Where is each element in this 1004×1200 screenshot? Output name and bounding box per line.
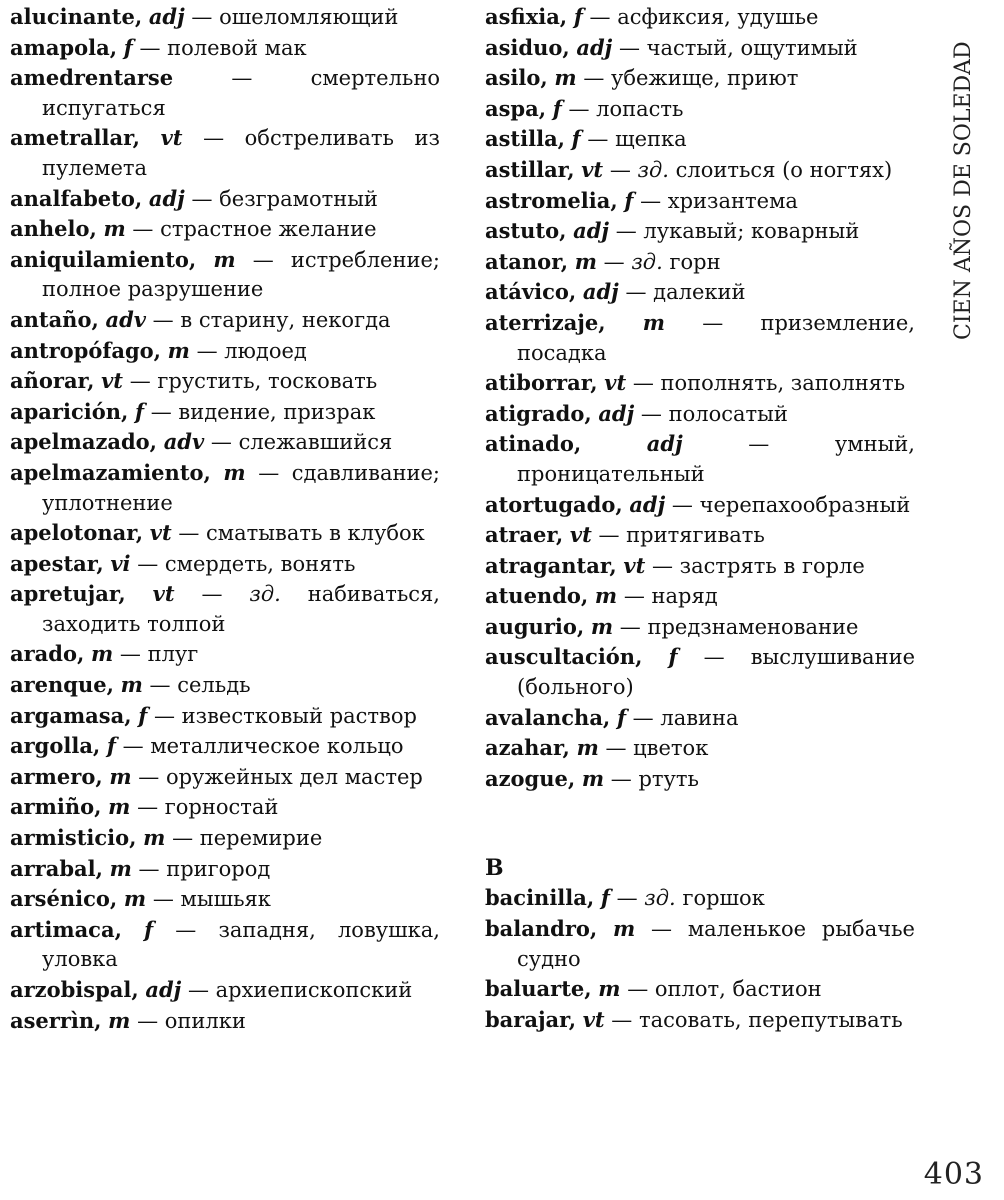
dictionary-entry xyxy=(485,124,915,155)
dictionary-entry xyxy=(10,2,440,33)
definition: щепка xyxy=(615,127,687,152)
em-dash: — xyxy=(172,826,194,851)
headword: asilo, xyxy=(485,65,548,91)
grammar-label: f xyxy=(138,702,148,728)
dictionary-entry xyxy=(10,458,440,518)
definition: слежавшийся xyxy=(238,430,393,455)
dictionary-entry xyxy=(10,305,440,336)
definition: наряд xyxy=(651,584,718,609)
em-dash: — xyxy=(587,127,609,152)
grammar-label: m xyxy=(613,916,636,942)
dictionary-entry xyxy=(10,214,440,245)
right-entries xyxy=(485,2,915,794)
grammar-label: f xyxy=(616,704,626,730)
grammar-label: m xyxy=(90,641,114,667)
dictionary-entry xyxy=(485,368,915,399)
dictionary-entry xyxy=(485,399,915,430)
headword: ametrallar, xyxy=(10,125,140,151)
headword: atinado, xyxy=(485,431,582,457)
headword: astillar, xyxy=(485,156,575,182)
headword: arado, xyxy=(10,641,85,667)
em-dash: — xyxy=(605,736,627,761)
headword: apelmazado, xyxy=(10,429,157,455)
definition: умный, проницательный xyxy=(517,432,915,486)
headword: atortugado, xyxy=(485,491,623,517)
headword: bacinilla, xyxy=(485,885,595,911)
grammar-label: adj xyxy=(573,218,609,244)
headword: arrabal, xyxy=(10,855,103,881)
dictionary-entry xyxy=(10,123,440,183)
definition: металлическое кольцо xyxy=(150,734,404,759)
em-dash: — xyxy=(203,126,225,151)
definition: частый, ощутимый xyxy=(646,35,858,60)
headword: apestar, xyxy=(10,550,104,576)
grammar-label: adj xyxy=(145,977,182,1002)
left-column xyxy=(10,2,440,1036)
dictionary-entry xyxy=(10,549,440,580)
definition: черепахообразный xyxy=(699,492,911,517)
grammar-label: m xyxy=(109,855,132,881)
definition: сдавливание; уплотнение xyxy=(42,460,440,515)
dictionary-entry xyxy=(485,581,915,612)
headword: atávico, xyxy=(485,279,577,305)
grammar-label: vt xyxy=(160,125,183,151)
em-dash: — xyxy=(196,338,218,363)
grammar-label: adj xyxy=(582,279,619,305)
dictionary-entry xyxy=(10,245,440,305)
page-number: 403 xyxy=(923,1157,984,1192)
headword: apretujar, xyxy=(10,581,126,607)
headword: aniquilamiento, xyxy=(10,246,197,272)
definition: страстное желание xyxy=(160,217,377,242)
dictionary-entry xyxy=(10,639,440,670)
headword: avalancha, xyxy=(485,704,611,730)
em-dash: — xyxy=(568,96,590,121)
headword: arzobispal, xyxy=(10,977,139,1002)
em-dash: — xyxy=(623,584,645,609)
headword: armisticio, xyxy=(10,825,137,851)
grammar-label: m xyxy=(581,765,605,791)
grammar-label: adj xyxy=(576,34,613,60)
dictionary-entry xyxy=(10,336,440,367)
em-dash: — xyxy=(178,521,200,546)
headword: astilla, xyxy=(485,126,565,152)
dictionary-entry xyxy=(10,670,440,701)
em-dash: — xyxy=(149,673,171,698)
em-dash: — xyxy=(252,247,274,272)
headword: aspa, xyxy=(485,95,547,121)
dictionary-entry xyxy=(10,884,440,915)
dictionary-entry xyxy=(485,703,915,734)
headword: amedrentarse xyxy=(10,65,174,91)
definition: горн xyxy=(669,249,721,274)
headword: azogue, xyxy=(485,765,576,791)
dictionary-entry xyxy=(485,733,915,764)
grammar-label: f xyxy=(573,4,583,29)
grammar-label: m xyxy=(223,459,246,485)
em-dash: — xyxy=(139,35,161,60)
em-dash: — xyxy=(119,642,141,667)
usage-note: зд. xyxy=(644,886,676,911)
grammar-label: m xyxy=(574,248,597,274)
headword: atragantar, xyxy=(485,552,617,578)
grammar-label: vt xyxy=(569,522,592,548)
headword: antaño, xyxy=(10,306,99,332)
headword: asfixia, xyxy=(485,4,568,29)
em-dash: — xyxy=(137,551,159,576)
grammar-label: m xyxy=(143,825,166,851)
grammar-label: f xyxy=(624,187,634,213)
em-dash: — xyxy=(187,978,209,1002)
headword: apelmazamiento, xyxy=(10,459,211,485)
em-dash: — xyxy=(619,614,641,639)
definition: предзнаменование xyxy=(647,614,859,639)
dictionary-entry xyxy=(485,520,915,551)
headword: atigrado, xyxy=(485,400,592,426)
headword: artimaca, xyxy=(10,916,122,942)
grammar-label: f xyxy=(600,885,610,911)
em-dash: — xyxy=(651,553,673,578)
dictionary-entry xyxy=(10,762,440,793)
dictionary-entry xyxy=(10,1006,440,1037)
dictionary-entry xyxy=(485,764,915,795)
definition: маленькое рыбачье судно xyxy=(517,917,915,971)
definition: набиваться, заходить толпой xyxy=(42,582,440,636)
dictionary-entry xyxy=(485,155,915,186)
em-dash: — xyxy=(137,1008,159,1033)
em-dash: — xyxy=(258,460,280,485)
headword: apelotonar, xyxy=(10,520,144,546)
grammar-label: vt xyxy=(582,1006,605,1032)
em-dash: — xyxy=(671,492,693,517)
dictionary-entry xyxy=(10,854,440,885)
em-dash: — xyxy=(703,645,725,670)
dictionary-entry xyxy=(10,701,440,732)
grammar-label: m xyxy=(590,613,614,639)
grammar-label: vt xyxy=(623,552,646,578)
dictionary-entry xyxy=(10,975,440,1006)
headword: arenque, xyxy=(10,672,114,698)
definition: приземление, посадка xyxy=(517,310,915,365)
dictionary-entry xyxy=(485,277,915,308)
dictionary-entry xyxy=(485,429,915,489)
em-dash: — xyxy=(150,399,172,424)
em-dash: — xyxy=(152,307,174,332)
dictionary-entry xyxy=(485,974,915,1005)
headword: astuto, xyxy=(485,218,567,244)
em-dash: — xyxy=(175,917,197,942)
definition: лукавый; коварный xyxy=(643,219,860,244)
headword: baluarte, xyxy=(485,976,592,1002)
dictionary-entry xyxy=(10,33,440,64)
section-letter-b: B xyxy=(485,855,504,882)
definition: известковый раствор xyxy=(181,703,417,728)
headword: argamasa, xyxy=(10,702,132,728)
em-dash: — xyxy=(132,217,154,242)
headword: anhelo, xyxy=(10,216,97,242)
definition: слоиться (о ногтях) xyxy=(675,157,893,182)
headword: armero, xyxy=(10,763,103,789)
definition: истребление; полное разрушение xyxy=(42,247,440,302)
headword: aterrizaje, xyxy=(485,309,606,335)
headword: armiño, xyxy=(10,794,102,820)
definition: хризантема xyxy=(667,188,798,213)
grammar-label: vt xyxy=(152,581,175,607)
grammar-label: adj xyxy=(148,4,185,29)
em-dash: — xyxy=(748,432,770,457)
dictionary-entry xyxy=(485,642,915,702)
dictionary-entry xyxy=(485,490,915,521)
grammar-label: adj xyxy=(629,491,666,517)
definition: безграмотный xyxy=(219,186,378,211)
definition: опилки xyxy=(164,1008,246,1033)
grammar-label: f xyxy=(106,733,116,759)
definition: далекий xyxy=(653,280,746,305)
em-dash: — xyxy=(138,764,160,789)
dictionary-entry xyxy=(485,612,915,643)
usage-note: зд. xyxy=(637,157,669,182)
headword: atiborrar, xyxy=(485,370,598,396)
em-dash: — xyxy=(598,523,620,548)
em-dash: — xyxy=(138,856,160,881)
definition: лопасть xyxy=(596,96,684,121)
definition: мышьяк xyxy=(180,887,271,912)
grammar-label: f xyxy=(134,398,145,424)
definition: тасовать, перепутывать xyxy=(638,1007,903,1032)
dictionary-entry xyxy=(485,216,915,247)
headword: argolla, xyxy=(10,733,101,759)
grammar-label: vt xyxy=(604,370,627,396)
em-dash: — xyxy=(153,703,175,728)
definition: пригород xyxy=(166,856,271,881)
grammar-label: adj xyxy=(598,400,635,426)
em-dash: — xyxy=(191,186,213,211)
em-dash: — xyxy=(632,371,654,396)
headword: añorar, xyxy=(10,368,95,394)
definition: плуг xyxy=(147,642,199,667)
definition: в старину, некогда xyxy=(180,307,391,332)
grammar-label: adv xyxy=(163,429,205,455)
grammar-label: m xyxy=(642,309,666,335)
grammar-label: f xyxy=(668,644,678,670)
running-head: CIEN AÑOS DE SOLEDAD xyxy=(951,41,976,340)
definition: асфиксия, удушье xyxy=(617,5,819,29)
em-dash: — xyxy=(152,887,174,912)
headword: asiduo, xyxy=(485,34,570,60)
grammar-label: vt xyxy=(149,520,172,546)
grammar-label: m xyxy=(108,794,131,820)
grammar-label: vi xyxy=(110,550,131,576)
headword: antropófago, xyxy=(10,337,161,363)
headword: amapola, xyxy=(10,34,118,60)
definition: видение, призрак xyxy=(178,399,376,424)
em-dash: — xyxy=(191,5,213,29)
definition: смертельно испугаться xyxy=(42,66,440,120)
em-dash: — xyxy=(589,5,611,29)
definition: полевой мак xyxy=(167,35,307,60)
dictionary-entry xyxy=(485,94,915,125)
grammar-label: f xyxy=(552,95,562,121)
headword: alucinante, xyxy=(10,4,143,29)
definition: цветок xyxy=(633,736,709,761)
definition: людоед xyxy=(224,338,307,363)
em-dash: — xyxy=(129,369,151,394)
headword: analfabeto, xyxy=(10,185,143,211)
grammar-label: f xyxy=(123,34,133,60)
dictionary-entry xyxy=(485,33,915,64)
right-column xyxy=(485,2,915,1035)
headword: arsénico, xyxy=(10,886,118,912)
em-dash: — xyxy=(210,430,232,455)
grammar-label: m xyxy=(123,886,147,912)
em-dash: — xyxy=(583,66,605,91)
headword: azahar, xyxy=(485,735,570,761)
headword: augurio, xyxy=(485,613,585,639)
grammar-label: adv xyxy=(105,306,146,332)
em-dash: — xyxy=(610,766,632,791)
usage-note: зд. xyxy=(631,249,663,274)
grammar-label: m xyxy=(598,976,621,1002)
grammar-label: m xyxy=(103,216,126,242)
headword: aserrìn, xyxy=(10,1007,102,1033)
dictionary-entry xyxy=(10,731,440,762)
em-dash: — xyxy=(137,795,159,820)
definition: ошеломляющий xyxy=(219,5,399,29)
headword: barajar, xyxy=(485,1006,577,1032)
dictionary-entry xyxy=(485,551,915,582)
definition: пополнять, заполнять xyxy=(660,371,906,396)
definition: оплот, бастион xyxy=(654,977,822,1002)
headword: atuendo, xyxy=(485,583,589,609)
definition: убежище, приют xyxy=(611,66,799,91)
definition: обстреливать из пулемета xyxy=(42,126,440,180)
em-dash: — xyxy=(618,35,640,60)
definition: сельдь xyxy=(177,673,251,698)
em-dash: — xyxy=(702,310,724,335)
dictionary-entry xyxy=(485,914,915,974)
dictionary-entry xyxy=(10,579,440,639)
dictionary-entry xyxy=(485,63,915,94)
dictionary-entry xyxy=(10,397,440,428)
dictionary-entry xyxy=(485,186,915,217)
em-dash: — xyxy=(640,401,662,426)
definition: перемирие xyxy=(199,826,323,851)
grammar-label: f xyxy=(144,916,154,942)
em-dash: — xyxy=(609,157,631,182)
definition: грустить, тосковать xyxy=(157,369,378,394)
definition: сматывать в клубок xyxy=(206,521,425,546)
em-dash: — xyxy=(122,734,144,759)
grammar-label: m xyxy=(109,763,132,789)
dictionary-entry xyxy=(10,823,440,854)
em-dash: — xyxy=(603,249,625,274)
headword: balandro, xyxy=(485,916,598,942)
definition: притягивать xyxy=(626,523,765,548)
dictionary-entry xyxy=(10,792,440,823)
dictionary-entry xyxy=(485,883,915,914)
em-dash: — xyxy=(231,66,253,91)
definition: оружейных дел мастер xyxy=(165,764,423,789)
dictionary-entry xyxy=(485,308,915,368)
grammar-label: m xyxy=(108,1007,131,1033)
definition: выслушивание (больного) xyxy=(517,645,915,700)
dictionary-entry xyxy=(485,2,915,33)
grammar-label: m xyxy=(576,735,599,761)
em-dash: — xyxy=(615,219,637,244)
definition: ртуть xyxy=(638,766,699,791)
grammar-label: vt xyxy=(101,368,123,394)
em-dash: — xyxy=(640,188,662,213)
dictionary-entry xyxy=(10,427,440,458)
grammar-label: m xyxy=(594,583,618,609)
headword: astromelia, xyxy=(485,187,618,213)
dictionary-entry xyxy=(485,247,915,278)
dictionary-entry xyxy=(10,63,440,123)
grammar-label: m xyxy=(120,672,143,698)
em-dash: — xyxy=(616,886,638,911)
headword: aparición, xyxy=(10,398,129,424)
dictionary-entry xyxy=(10,518,440,549)
dictionary-entry xyxy=(10,366,440,397)
headword: auscultación, xyxy=(485,644,643,670)
grammar-label: adj xyxy=(646,431,683,457)
em-dash: — xyxy=(625,280,647,305)
definition: западня, ловушка, уловка xyxy=(42,917,440,972)
grammar-label: vt xyxy=(581,156,604,182)
em-dash: — xyxy=(632,705,654,730)
em-dash: — xyxy=(651,917,673,942)
dictionary-entry xyxy=(485,1005,915,1036)
grammar-label: m xyxy=(167,337,190,363)
dictionary-entry xyxy=(10,184,440,215)
definition: полосатый xyxy=(668,401,788,426)
definition: смердеть, вонять xyxy=(164,551,356,576)
grammar-label: m xyxy=(554,65,577,91)
definition: лавина xyxy=(660,705,739,730)
section-b-entries xyxy=(485,883,915,1035)
grammar-label: m xyxy=(213,246,236,272)
definition: архиепископский xyxy=(215,978,413,1002)
headword: atanor, xyxy=(485,248,569,274)
usage-note: зд. xyxy=(249,582,281,607)
headword: atraer, xyxy=(485,522,564,548)
em-dash: — xyxy=(611,1007,633,1032)
grammar-label: adj xyxy=(148,185,185,211)
grammar-label: f xyxy=(571,126,581,152)
em-dash: — xyxy=(201,582,223,607)
definition: застрять в горле xyxy=(679,553,865,578)
definition: горшок xyxy=(682,886,765,911)
em-dash: — xyxy=(627,977,649,1002)
definition: горностай xyxy=(164,795,279,820)
dictionary-entry xyxy=(10,915,440,975)
